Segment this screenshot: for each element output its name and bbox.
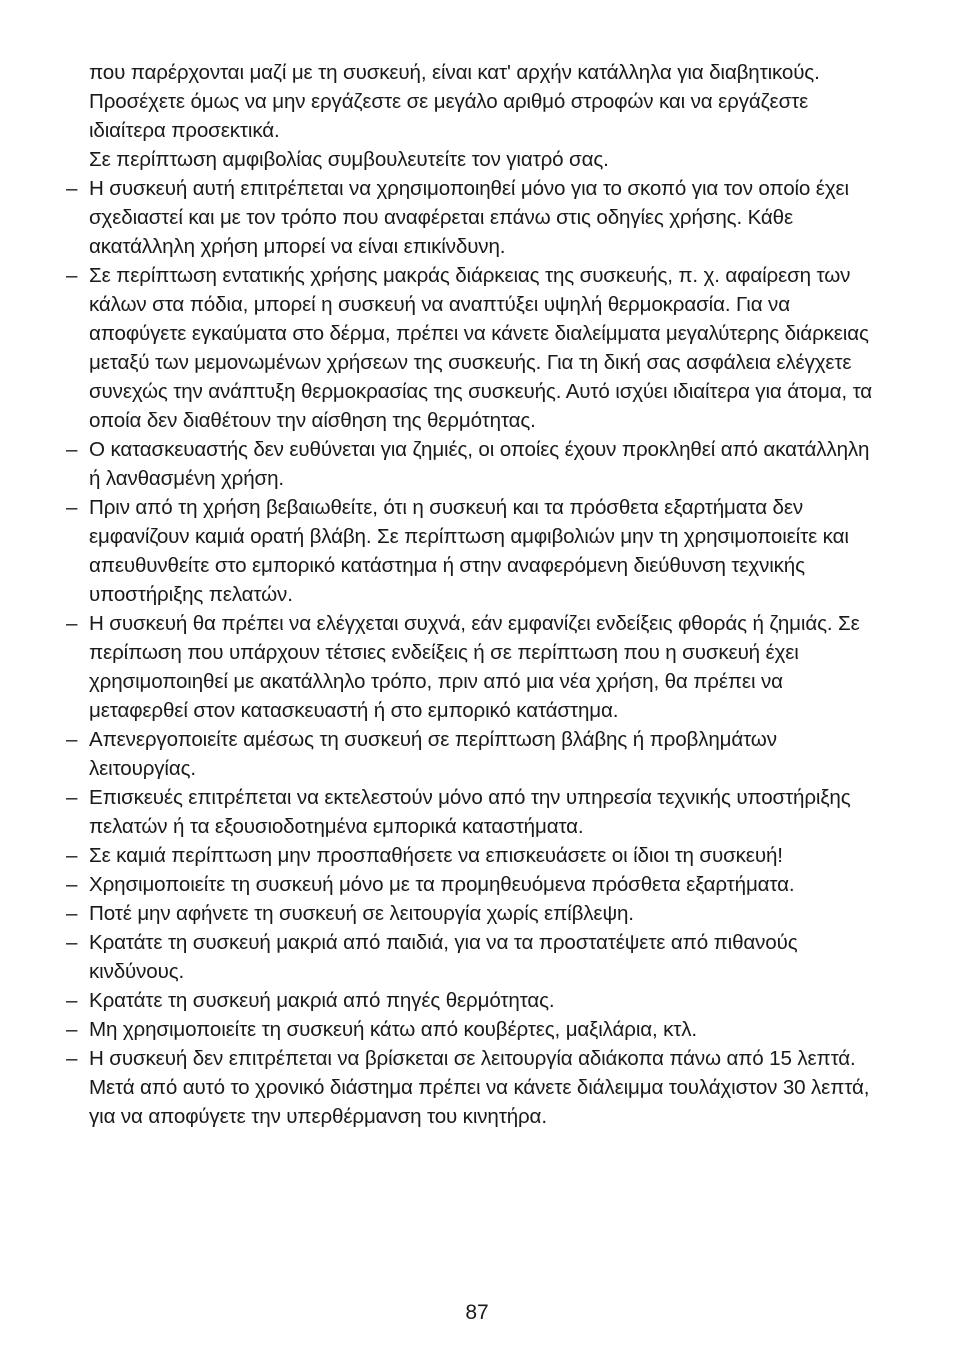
dash-marker: – [66,177,78,200]
dash-marker: – [66,873,78,896]
intro-paragraph: Σε περίπτωση αμφιβολίας συμβουλευτείτε τον γιατρό σας. [89,148,609,171]
list-item [66,1015,886,1044]
dash-marker: – [66,1018,78,1041]
list-item-text: Επισκευές επιτρέπεται να εκτελεστούν μόνο από την υπηρεσία τεχνικής υποστήριξης πελατών ή τα εξουσιοδοτημένα εμπορικά καταστήματα. [89,786,851,838]
list-item-text: Σε καμιά περίπτωση μην προσπαθήσετε να επισκευάσετε οι ίδιοι τη συσκευή! [89,844,783,867]
list-item-text: Η συσκευή θα πρέπει να ελέγχεται συχνά, εάν εμφανίζει ενδείξεις φθοράς ή ζημιάς. Σε περίπωση που υπάρχουν τέτσιες ενδείξεις ή σε περίπτωση που η συσκευή έχει χρησιμοποιηθεί με ακατάλληλο τρόπο, πριν από μια νέα χρήση, θα πρέπει να μεταφερθεί στον κατασκευαστή ή στο εμπορικό κατάστημα. [89,612,860,722]
list-item-text: Η συσκευή αυτή επιτρέπεται να χρησιμοποιηθεί μόνο για το σκοπό για τον οποίο έχει σχεδιαστεί και με τον τρόπο που αναφέρεται επάνω στις οδηγίες χρήσης. Κάθε ακατάλληλη χρήση μπορεί να είναι επικίνδυνη. [89,177,849,258]
dash-marker: – [66,264,78,287]
dash-marker: – [66,902,78,925]
list-item [66,783,886,841]
dash-marker: – [66,931,78,954]
dash-marker: – [66,612,78,635]
dash-marker: – [66,496,78,519]
list-item [66,1044,886,1131]
list-item [66,841,886,870]
dash-marker: – [66,1047,78,1070]
list-item [66,609,886,725]
list-item-text: Πριν από τη χρήση βεβαιωθείτε, ότι η συσκευή και τα πρόσθετα εξαρτήματα δεν εμφανίζουν καμιά ορατή βλάβη. Σε περίπτωση αμφιβολιών μην τη χρησιμοποιείτε και απευθυνθείτε στο εμπορικό κατάστημα ή στην αναφερόμενη διεύθυνση τεχνικής υποστήριξης πελατών. [89,496,849,606]
dash-marker: – [66,844,78,867]
list-item-text: Απενεργοποιείτε αμέσως τη συσκευή σε περίπτωση βλάβης ή προβλημάτων λειτουργίας. [89,728,777,780]
intro-paragraphs [66,58,886,174]
dash-marker: – [66,438,78,461]
page-number: 87 [465,1301,489,1324]
list-item-text: Ο κατασκευαστής δεν ευθύνεται για ζημιές, οι οποίες έχουν προκληθεί από ακατάλληλη ή λανθασμένη χρήση. [89,438,870,490]
safety-bullet-list [66,174,886,1131]
list-item [66,261,886,435]
list-item [66,986,886,1015]
dash-marker: – [66,989,78,1012]
intro-paragraph: που παρέρχονται μαζί με τη συσκευή, είναι κατ' αρχήν κατάλληλα για διαβητικούς. [89,61,820,84]
list-item-text: Σε περίπτωση εντατικής χρήσης μακράς διάρκειας της συσκευής, π. χ. αφαίρεση των κάλων στα πόδια, μπορεί η συσκευή να αναπτύξει υψηλή θερμοκρασία. Για να αποφύγετε εγκαύματα στο δέρμα, πρέπει να κάνετε διαλείμματα μεγαλύτερης διάρκειας μεταξύ των μεμονωμένων χρήσεων της συσκευής. Για τη δική σας ασφάλεια ελέγχετε συνεχώς την ανάπτυξη θερμοκρασίας της συσκευής. Αυτό ισχύει ιδιαίτερα για άτομα, τα οποία δεν διαθέτουν την αίσθηση της θερμότητας. [89,264,873,432]
list-item-text: Η συσκευή δεν επιτρέπεται να βρίσκεται σε λειτουργία αδιάκοπα πάνω από 15 λεπτά. Μετά από αυτό το χρονικό διάστημα πρέπει να κάνετε διάλειμμα τουλάχιστον 30 λεπτά, για να αποφύγετε την υπερθέρμανση του κινητήρα. [89,1047,870,1128]
dash-marker: – [66,786,78,809]
intro-paragraph: Προσέχετε όμως να μην εργάζεστε σε μεγάλο αριθμό στροφών και να εργάζεστε ιδιαίτερα προσεκτικά. [89,90,809,142]
list-item [66,493,886,609]
list-item-text: Κρατάτε τη συσκευή μακριά από παιδιά, για να τα προστατέψετε από πιθανούς κινδύνους. [89,931,798,983]
list-item [66,899,886,928]
list-item-text: Χρησιμοποιείτε τη συσκευή μόνο με τα προμηθευόμενα πρόσθετα εξαρτήματα. [89,873,795,896]
list-item [66,174,886,261]
list-item-text: Μη χρησιμοποιείτε τη συσκευή κάτω από κουβέρτες, μαξιλάρια, κτλ. [89,1018,697,1041]
list-item [66,870,886,899]
list-item [66,435,886,493]
list-item [66,928,886,986]
list-item-text: Κρατάτε τη συσκευή μακριά από πηγές θερμότητας. [89,989,555,1012]
list-item [66,725,886,783]
dash-marker: – [66,728,78,751]
page-content [66,58,886,1131]
list-item-text: Ποτέ μην αφήνετε τη συσκευή σε λειτουργία χωρίς επίβλεψη. [89,902,634,925]
